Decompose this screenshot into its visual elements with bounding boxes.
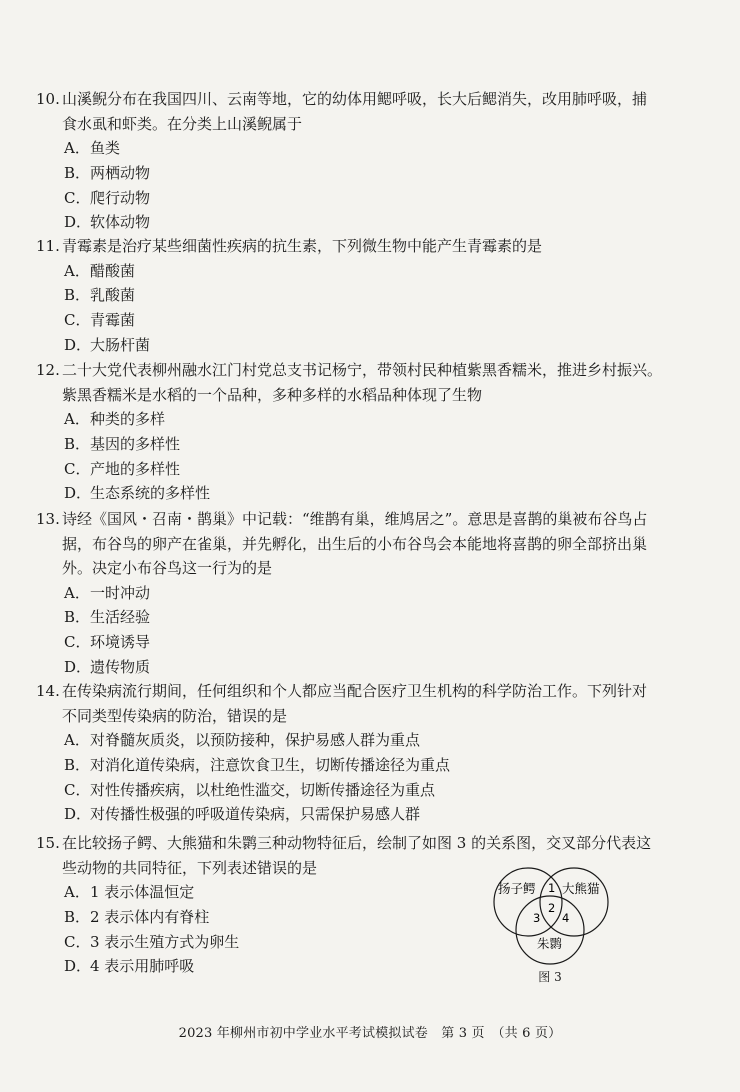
stem-line: 食水虱和虾类。在分类上山溪鲵属于 — [62, 114, 303, 133]
option-letter: D． — [64, 805, 92, 824]
option-text: 4 表示用肺呼吸 — [90, 957, 195, 976]
option-a — [36, 581, 706, 606]
option-letter: B． — [64, 434, 91, 453]
stem-line: 青霉素是治疗某些细菌性疾病的抗生素，下列微生物中能产生青霉素的是 — [62, 237, 543, 255]
option-text: 环境诱导 — [90, 633, 151, 652]
option-text: 对传播性极强的呼吸道传染病，只需保护易感人群 — [90, 805, 421, 824]
option-letter: C． — [64, 188, 91, 207]
figure-caption: 图 3 — [538, 970, 562, 984]
option-text: 对消化道传染病，注意饮食卫生，切断传播途径为重点 — [90, 755, 451, 774]
stem-line: 在传染病流行期间，任何组织和个人都应当配合医疗卫生机构的科学防治工作。下列针对 — [62, 682, 648, 700]
question-13 — [36, 507, 706, 680]
option-b — [36, 605, 706, 630]
stem-line: 二十大党代表柳州融水江门村党总支书记杨宁，带领村民种植紫黑香糯米，推进乡村振兴。 — [62, 361, 663, 379]
option-letter: B． — [64, 755, 91, 774]
option-letter: D． — [64, 335, 92, 354]
option-letter: A． — [64, 410, 90, 428]
option-b — [36, 432, 706, 457]
option-letter: D． — [64, 957, 92, 976]
venn-diagram — [490, 862, 630, 968]
option-letter: C． — [64, 780, 91, 799]
option-d — [36, 210, 706, 235]
option-letter: B． — [64, 163, 91, 182]
option-letter: C． — [64, 932, 91, 951]
option-letter: B． — [64, 286, 91, 305]
option-letter: C． — [64, 633, 91, 652]
stem-line: 在比较扬子鳄、大熊猫和朱鹮三种动物特征后，绘制了如图 3 的关系图，交叉部分代表这 — [62, 834, 652, 852]
venn-label-ibis: 朱鹮 — [537, 936, 563, 951]
option-a — [36, 407, 706, 432]
option-c — [36, 778, 706, 803]
option-letter: B． — [64, 907, 91, 926]
stem-line: 外。决定小布谷鸟这一行为的是 — [62, 559, 273, 577]
option-text: 1 表示体温恒定 — [90, 883, 195, 901]
question-number: 10. — [36, 90, 60, 108]
option-letter: D． — [64, 484, 92, 503]
stem-line: 山溪鲵分布在我国四川、云南等地，它的幼体用鳃呼吸，长大后鳃消失，改用肺呼吸，捕 — [62, 90, 648, 108]
option-c — [36, 457, 706, 482]
venn-label-panda: 大熊猫 — [562, 881, 600, 896]
question-number: 11. — [36, 237, 60, 255]
option-text: 2 表示体内有脊柱 — [90, 907, 210, 926]
venn-figure — [490, 862, 630, 992]
question-number: 13. — [36, 510, 60, 528]
option-letter: A． — [64, 583, 90, 602]
stem-line: 据，布谷鸟的卵产在雀巢，并先孵化，出生后的小布谷鸟会本能地将喜鹊的卵全部挤出巢 — [62, 534, 648, 553]
question-14 — [36, 679, 706, 827]
option-letter: D． — [64, 213, 92, 232]
page-footer: 2023 年柳州市初中学业水平考试模拟试卷 第 3 页 （共 6 页） — [178, 1026, 562, 1041]
region-3: 3 — [533, 911, 541, 925]
option-letter: C． — [64, 459, 91, 478]
region-4: 4 — [562, 911, 570, 925]
question-10 — [36, 87, 706, 235]
option-d — [36, 802, 706, 827]
question-stem — [36, 87, 706, 136]
stem-line: 些动物的共同特征，下列表述错误的是 — [62, 858, 318, 877]
question-stem — [36, 507, 706, 581]
question-number: 12. — [36, 361, 60, 379]
option-text: 青霉菌 — [90, 311, 136, 330]
option-text: 种类的多样 — [90, 410, 166, 428]
option-letter: D． — [64, 657, 92, 676]
venn-label-alligator: 扬子鳄 — [498, 881, 536, 896]
option-b — [36, 283, 706, 308]
option-a — [36, 728, 706, 753]
option-text: 遗传物质 — [90, 657, 151, 676]
question-stem — [36, 679, 706, 728]
region-1: 1 — [548, 881, 556, 895]
option-text: 乳酸菌 — [90, 286, 136, 305]
question-stem — [36, 234, 706, 259]
option-d — [36, 655, 706, 680]
option-letter: A． — [64, 261, 90, 280]
question-12 — [36, 358, 706, 506]
stem-line: 紫黑香糯米是水稻的一个品种，多种多样的水稻品种体现了生物 — [62, 385, 483, 404]
option-letter: A． — [64, 139, 90, 157]
question-11 — [36, 234, 706, 358]
option-text: 产地的多样性 — [90, 459, 181, 478]
option-text: 大肠杆菌 — [90, 335, 151, 354]
question-number: 14. — [36, 682, 60, 700]
stem-line: 不同类型传染病的防治，错误的是 — [62, 706, 288, 725]
option-text: 软体动物 — [90, 213, 151, 232]
option-d — [36, 481, 706, 506]
stem-line: 诗经《国风・召南・鹊巢》中记载：“维鹊有巢，维鸠居之”。意思是喜鹊的巢被布谷鸟占 — [62, 510, 648, 528]
option-text: 基因的多样性 — [90, 434, 181, 453]
option-text: 对脊髓灰质炎，以预防接种，保护易感人群为重点 — [90, 731, 421, 749]
option-letter: B． — [64, 608, 91, 627]
option-text: 生活经验 — [90, 608, 151, 627]
option-text: 醋酸菌 — [90, 261, 136, 280]
region-2: 2 — [548, 901, 556, 915]
option-a — [36, 259, 706, 284]
option-text: 对性传播疾病，以杜绝性滥交，切断传播途径为重点 — [90, 780, 436, 799]
option-d — [36, 333, 706, 358]
question-number: 15. — [36, 834, 60, 852]
question-stem — [36, 358, 706, 407]
option-c — [36, 308, 706, 333]
option-c — [36, 630, 706, 655]
option-text: 3 表示生殖方式为卵生 — [90, 932, 240, 951]
option-text: 鱼类 — [90, 139, 121, 157]
option-letter: A． — [64, 883, 90, 901]
option-c — [36, 186, 706, 211]
option-text: 一时冲动 — [90, 583, 151, 602]
option-text: 爬行动物 — [90, 188, 151, 207]
option-text: 两栖动物 — [90, 163, 151, 182]
option-letter: A． — [64, 731, 90, 749]
option-b — [36, 753, 706, 778]
option-b — [36, 161, 706, 186]
option-text: 生态系统的多样性 — [90, 484, 211, 503]
option-a — [36, 136, 706, 161]
option-letter: C． — [64, 311, 91, 330]
